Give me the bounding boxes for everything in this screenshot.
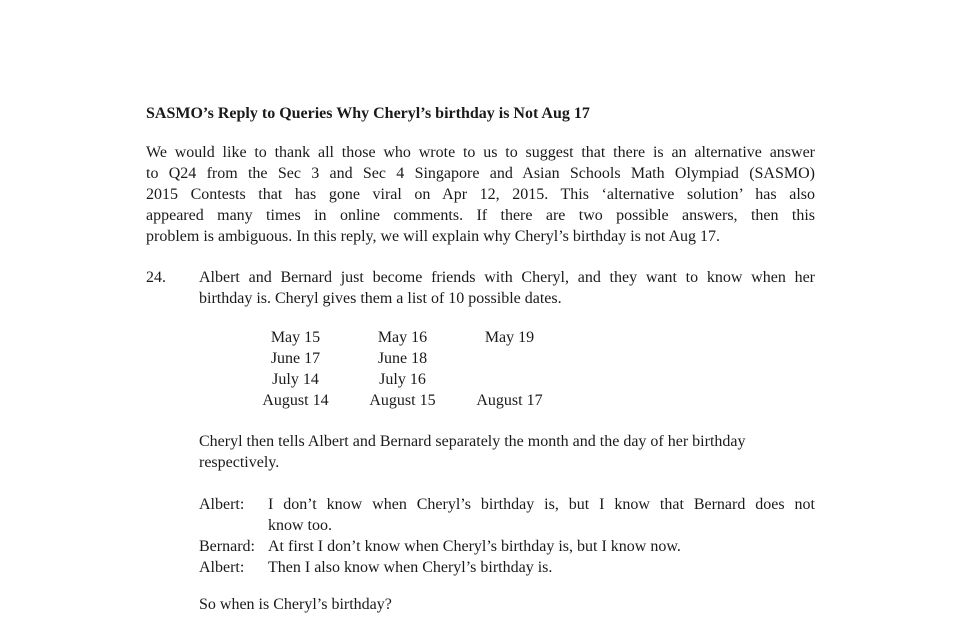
intro-line: appeared many times in online comments. If there are two possible answers, then this bbox=[146, 207, 815, 224]
question-line: birthday is. Cheryl gives them a list of 10 possible dates. bbox=[199, 290, 562, 307]
dates-row bbox=[242, 348, 563, 369]
date-cell: May 16 bbox=[377, 329, 428, 346]
document-content bbox=[146, 103, 815, 615]
explain-paragraph bbox=[199, 431, 815, 473]
date-cell: July 14 bbox=[272, 371, 319, 388]
dialogue-row-bernard bbox=[199, 536, 815, 557]
date-cell bbox=[456, 369, 563, 390]
question-statement bbox=[199, 267, 815, 309]
speech-line: Then I also know when Cheryl’s birthday is. bbox=[268, 559, 553, 576]
dates-row bbox=[242, 327, 563, 348]
explain-line: Cheryl then tells Albert and Bernard separately the month and the day of her birthday bbox=[199, 433, 746, 450]
question-24-block bbox=[146, 267, 815, 615]
closing-question: So when is Cheryl’s birthday? bbox=[199, 596, 392, 613]
intro-paragraph bbox=[146, 142, 815, 247]
date-cell: June 18 bbox=[377, 350, 428, 367]
speaker-label: Albert: bbox=[199, 559, 245, 576]
date-cell: May 15 bbox=[270, 329, 321, 346]
speaker-label: Albert: bbox=[199, 496, 245, 513]
explain-line: respectively. bbox=[199, 454, 280, 471]
question-line: Albert and Bernard just become friends with Cheryl, and they want to know when her bbox=[199, 269, 815, 286]
speech-text bbox=[268, 557, 815, 578]
speech-text bbox=[268, 536, 815, 557]
document-title: SASMO’s Reply to Queries Why Cheryl’s birthday is Not Aug 17 bbox=[146, 105, 590, 122]
date-cell: August 15 bbox=[369, 392, 436, 409]
speaker-label: Bernard: bbox=[199, 538, 255, 555]
date-cell: August 14 bbox=[262, 392, 329, 409]
date-cell: August 17 bbox=[476, 392, 543, 409]
intro-line: 2015 Contests that has gone viral on Apr 12, 2015. This ‘alternative solution’ has also bbox=[146, 186, 815, 203]
dates-table bbox=[242, 327, 563, 411]
speech-line: At first I don’t know when Cheryl’s birthday is, but I know now. bbox=[268, 538, 681, 555]
intro-line: to Q24 from the Sec 3 and Sec 4 Singapore and Asian Schools Math Olympiad (SASMO) bbox=[146, 165, 815, 182]
speech-text bbox=[268, 494, 815, 536]
intro-line: problem is ambiguous. In this reply, we will explain why Cheryl’s birthday is not Aug 17. bbox=[146, 228, 721, 245]
dialogue-row-albert-1 bbox=[199, 494, 815, 536]
dates-row bbox=[242, 369, 563, 390]
dates-row bbox=[242, 390, 563, 411]
date-cell: May 19 bbox=[484, 329, 535, 346]
speech-line: I don’t know when Cheryl’s birthday is, but I know that Bernard does not bbox=[268, 496, 815, 513]
date-cell bbox=[456, 348, 563, 369]
dialogue-section bbox=[199, 494, 815, 578]
dialogue-row-albert-2 bbox=[199, 557, 815, 578]
speech-line: know too. bbox=[268, 517, 332, 534]
question-number: 24. bbox=[146, 269, 166, 286]
date-cell: June 17 bbox=[270, 350, 321, 367]
date-cell: July 16 bbox=[379, 371, 426, 388]
intro-line: We would like to thank all those who wrote to us to suggest that there is an alternative answer bbox=[146, 144, 815, 161]
